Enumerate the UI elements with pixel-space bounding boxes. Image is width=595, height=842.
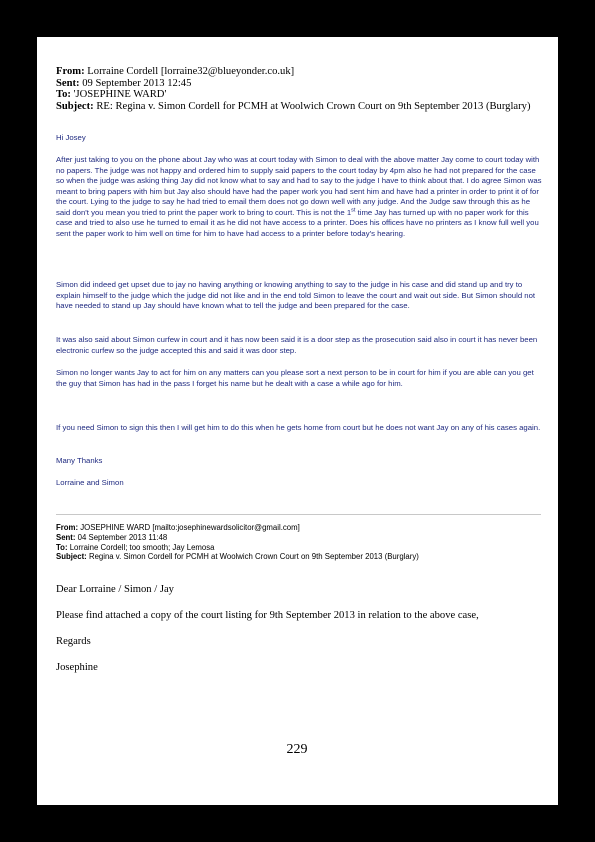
- email1-subject: Subject: RE: Regina v. Simon Cordell for PCMH at Woolwich Crown Court on 9th September 2013 (Burglary): [56, 100, 531, 112]
- email1-greeting: Hi Josey: [56, 133, 86, 142]
- email2-header: [56, 523, 546, 562]
- page-number: 229: [286, 742, 308, 757]
- email2-body: Please find attached a copy of the court listing for 9th September 2013 in relation to the above case,: [56, 610, 479, 621]
- email2-from: From: JOSEPHINE WARD [mailto:josephinewardsolicitor@gmail.com]: [56, 523, 300, 532]
- email1-thanks: Many Thanks: [56, 456, 103, 465]
- email1-paragraph-5: If you need Simon to sign this then I will get him to do this when he gets home from court but he does not want Jay on any of his cases again.: [56, 423, 541, 432]
- email1-paragraph-4: Simon no longer wants Jay to act for him on any matters can you please sort a next person to be in court for him if you are able can you get the guy that Simon has had in the pass I forget his name but he dealt with a case a while ago for him.: [56, 368, 534, 388]
- email2-regards: Regards: [56, 636, 91, 647]
- email-divider: [56, 514, 541, 515]
- email1-paragraph-2: Simon did indeed get upset due to jay no having anything or knowing anything to say to the judge in his case and did stand up and try to explain himself to the judge which the judge did not like and in the end told Simon to leave the court and wait out side. But Simon should not have needed to stand up Jay should have known what to tell the judge and been prepared for the case.: [56, 280, 536, 310]
- document-page: [37, 37, 558, 805]
- email1-sent: Sent: 09 September 2013 12:45: [56, 77, 192, 89]
- email1-paragraph-1: After just taking to you on the phone about Jay who was at court today with Simon to deal with the above matter Jay come to court today with no papers. The judge was not happy and ordered him to supply said papers to the court today by 4pm also he had not prepared for the case so when the judge was asking thing Jay did not know what to say and had to say to the judge I have to think about that. I do agree Simon was meant to bring papers with him but Jay also should have had the paper work you had sent him and have had a printer in order to print it of for the court. Lying to the judge to say he had tried to email them does not go down well with any judge. And the Judge saw through this as he said don't you mean you tried to print the paper work to bring to court. This is not the 1st time Jay has turned up with no paper work for this case and tried to also use he turned to email it as he did not have access to a printer. Does his offices have no printers as I know full well you sent the paper work to him well on time for him to have had access to a printer before today's hearing.: [56, 155, 542, 238]
- email2-sent: Sent: 04 September 2013 11:48: [56, 532, 168, 542]
- email1-paragraph-3: It was also said about Simon curfew in court and it has now been said it is a door step as the prosecution said also in court it has never been electronic curfew so the judge accepted this and said it was door step.: [56, 335, 538, 355]
- email1-from: From: Lorraine Cordell [lorraine32@blueyonder.co.uk]: [56, 66, 295, 77]
- email2-signature: Josephine: [56, 662, 98, 673]
- email2-salutation: Dear Lorraine / Simon / Jay: [56, 584, 174, 595]
- email2-to: To: Lorraine Cordell; too smooth; Jay Lemosa: [56, 542, 215, 552]
- email1-header: [56, 66, 546, 112]
- email2-subject: Subject: Regina v. Simon Cordell for PCMH at Woolwich Crown Court on 9th September 2013 (Burglary): [56, 552, 419, 562]
- email1-to: To: 'JOSEPHINE WARD': [56, 89, 167, 100]
- email1-signoff: Lorraine and Simon: [56, 478, 124, 487]
